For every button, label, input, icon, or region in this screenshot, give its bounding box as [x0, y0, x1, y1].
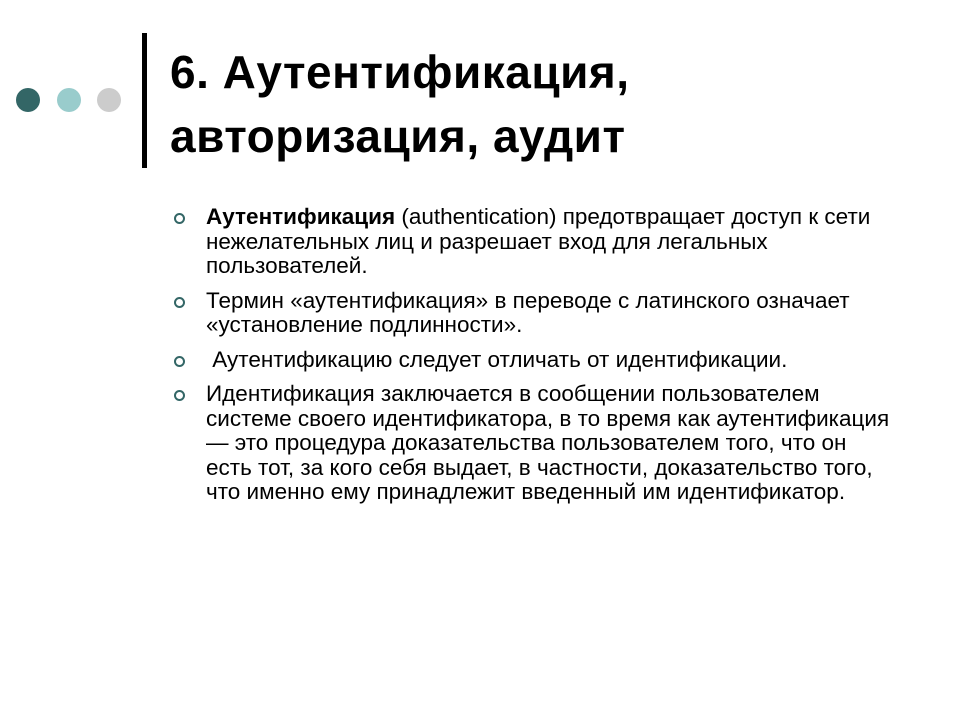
decor-dot-light — [57, 88, 81, 112]
decor-dot-gray — [97, 88, 121, 112]
title-line-2: авторизация, аудит — [170, 110, 626, 162]
item-text: Идентификация заключается в сообщении пользователем системе своего идентификатора, в то время как аутентификация — это процедура доказательства пользователем того, что он есть тот, за кого себя выдает, в частности, доказательство того, что именно ему принадлежит введенный им идентификатор. — [206, 381, 890, 504]
list-item — [172, 348, 892, 373]
item-text: Термин «аутентификация» в переводе с латинского означает «установление подлинности». — [206, 287, 850, 337]
item-text: Аутентификацию следует отличать от идентификации. — [206, 346, 788, 372]
title-divider — [142, 33, 147, 168]
ring-bullet-icon — [174, 356, 185, 367]
list-item — [172, 205, 892, 279]
decor-dot-dark — [16, 88, 40, 112]
ring-bullet-icon — [174, 213, 185, 224]
ring-bullet-icon — [174, 297, 185, 308]
list-item — [172, 382, 892, 505]
list-item — [172, 289, 892, 338]
bold-term: Аутентификация — [206, 204, 396, 229]
ring-bullet-icon — [174, 390, 185, 401]
item-text: (authentication) предотвращает доступ к сети нежелательных лиц и разрешает вход для легальных пользователей. — [206, 204, 871, 278]
bullet-list — [172, 205, 892, 515]
title-line-1: 6. Аутентификация, — [170, 46, 630, 98]
slide-title — [170, 40, 930, 168]
